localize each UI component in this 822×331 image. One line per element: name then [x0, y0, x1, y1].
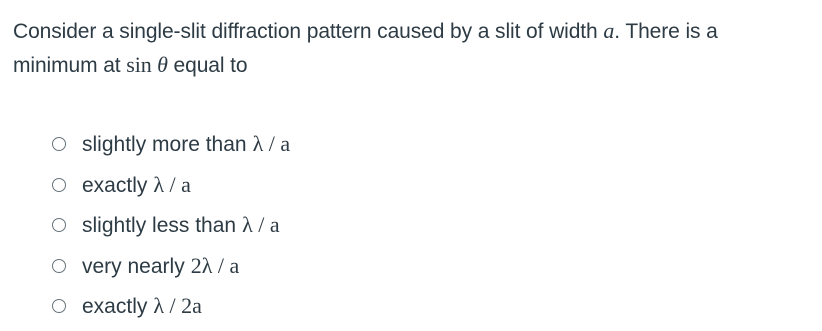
question-part4: equal to: [173, 54, 248, 77]
question-part3: minimum at: [13, 54, 121, 77]
answer-option-3[interactable]: [52, 205, 290, 246]
question-part1: Consider a single-slit diffraction pattern caused by a slit of width: [13, 20, 598, 43]
radio-button-icon[interactable]: [52, 259, 66, 273]
answer-label: slightly less than λ / a: [82, 212, 280, 238]
question-part2: . There is a: [614, 20, 718, 43]
answer-option-1[interactable]: [52, 124, 290, 165]
answer-label: exactly λ / a: [82, 171, 191, 197]
answer-math: 2λ / a: [190, 252, 240, 278]
answer-label: very nearly 2λ / a: [82, 252, 240, 278]
radio-button-icon[interactable]: [52, 178, 66, 192]
answer-math: λ / a: [242, 212, 280, 238]
variable-a: a: [603, 18, 615, 43]
radio-button-icon[interactable]: [52, 137, 66, 151]
answer-math: λ / a: [153, 171, 191, 197]
question-line-1: [13, 14, 818, 48]
sin-theta: sin θ: [126, 52, 168, 77]
answer-list: [52, 124, 290, 327]
answer-option-2[interactable]: [52, 165, 290, 206]
answer-option-5[interactable]: [52, 286, 290, 327]
question-text: [13, 14, 818, 82]
answer-math: λ / 2a: [153, 293, 202, 319]
answer-option-4[interactable]: [52, 246, 290, 287]
radio-button-icon[interactable]: [52, 218, 66, 232]
answer-math: λ / a: [252, 131, 291, 157]
radio-button-icon[interactable]: [52, 299, 66, 313]
answer-label: exactly λ / 2a: [82, 293, 202, 319]
question-line-2: [13, 48, 818, 82]
answer-label: slightly more than λ / a: [82, 131, 291, 157]
